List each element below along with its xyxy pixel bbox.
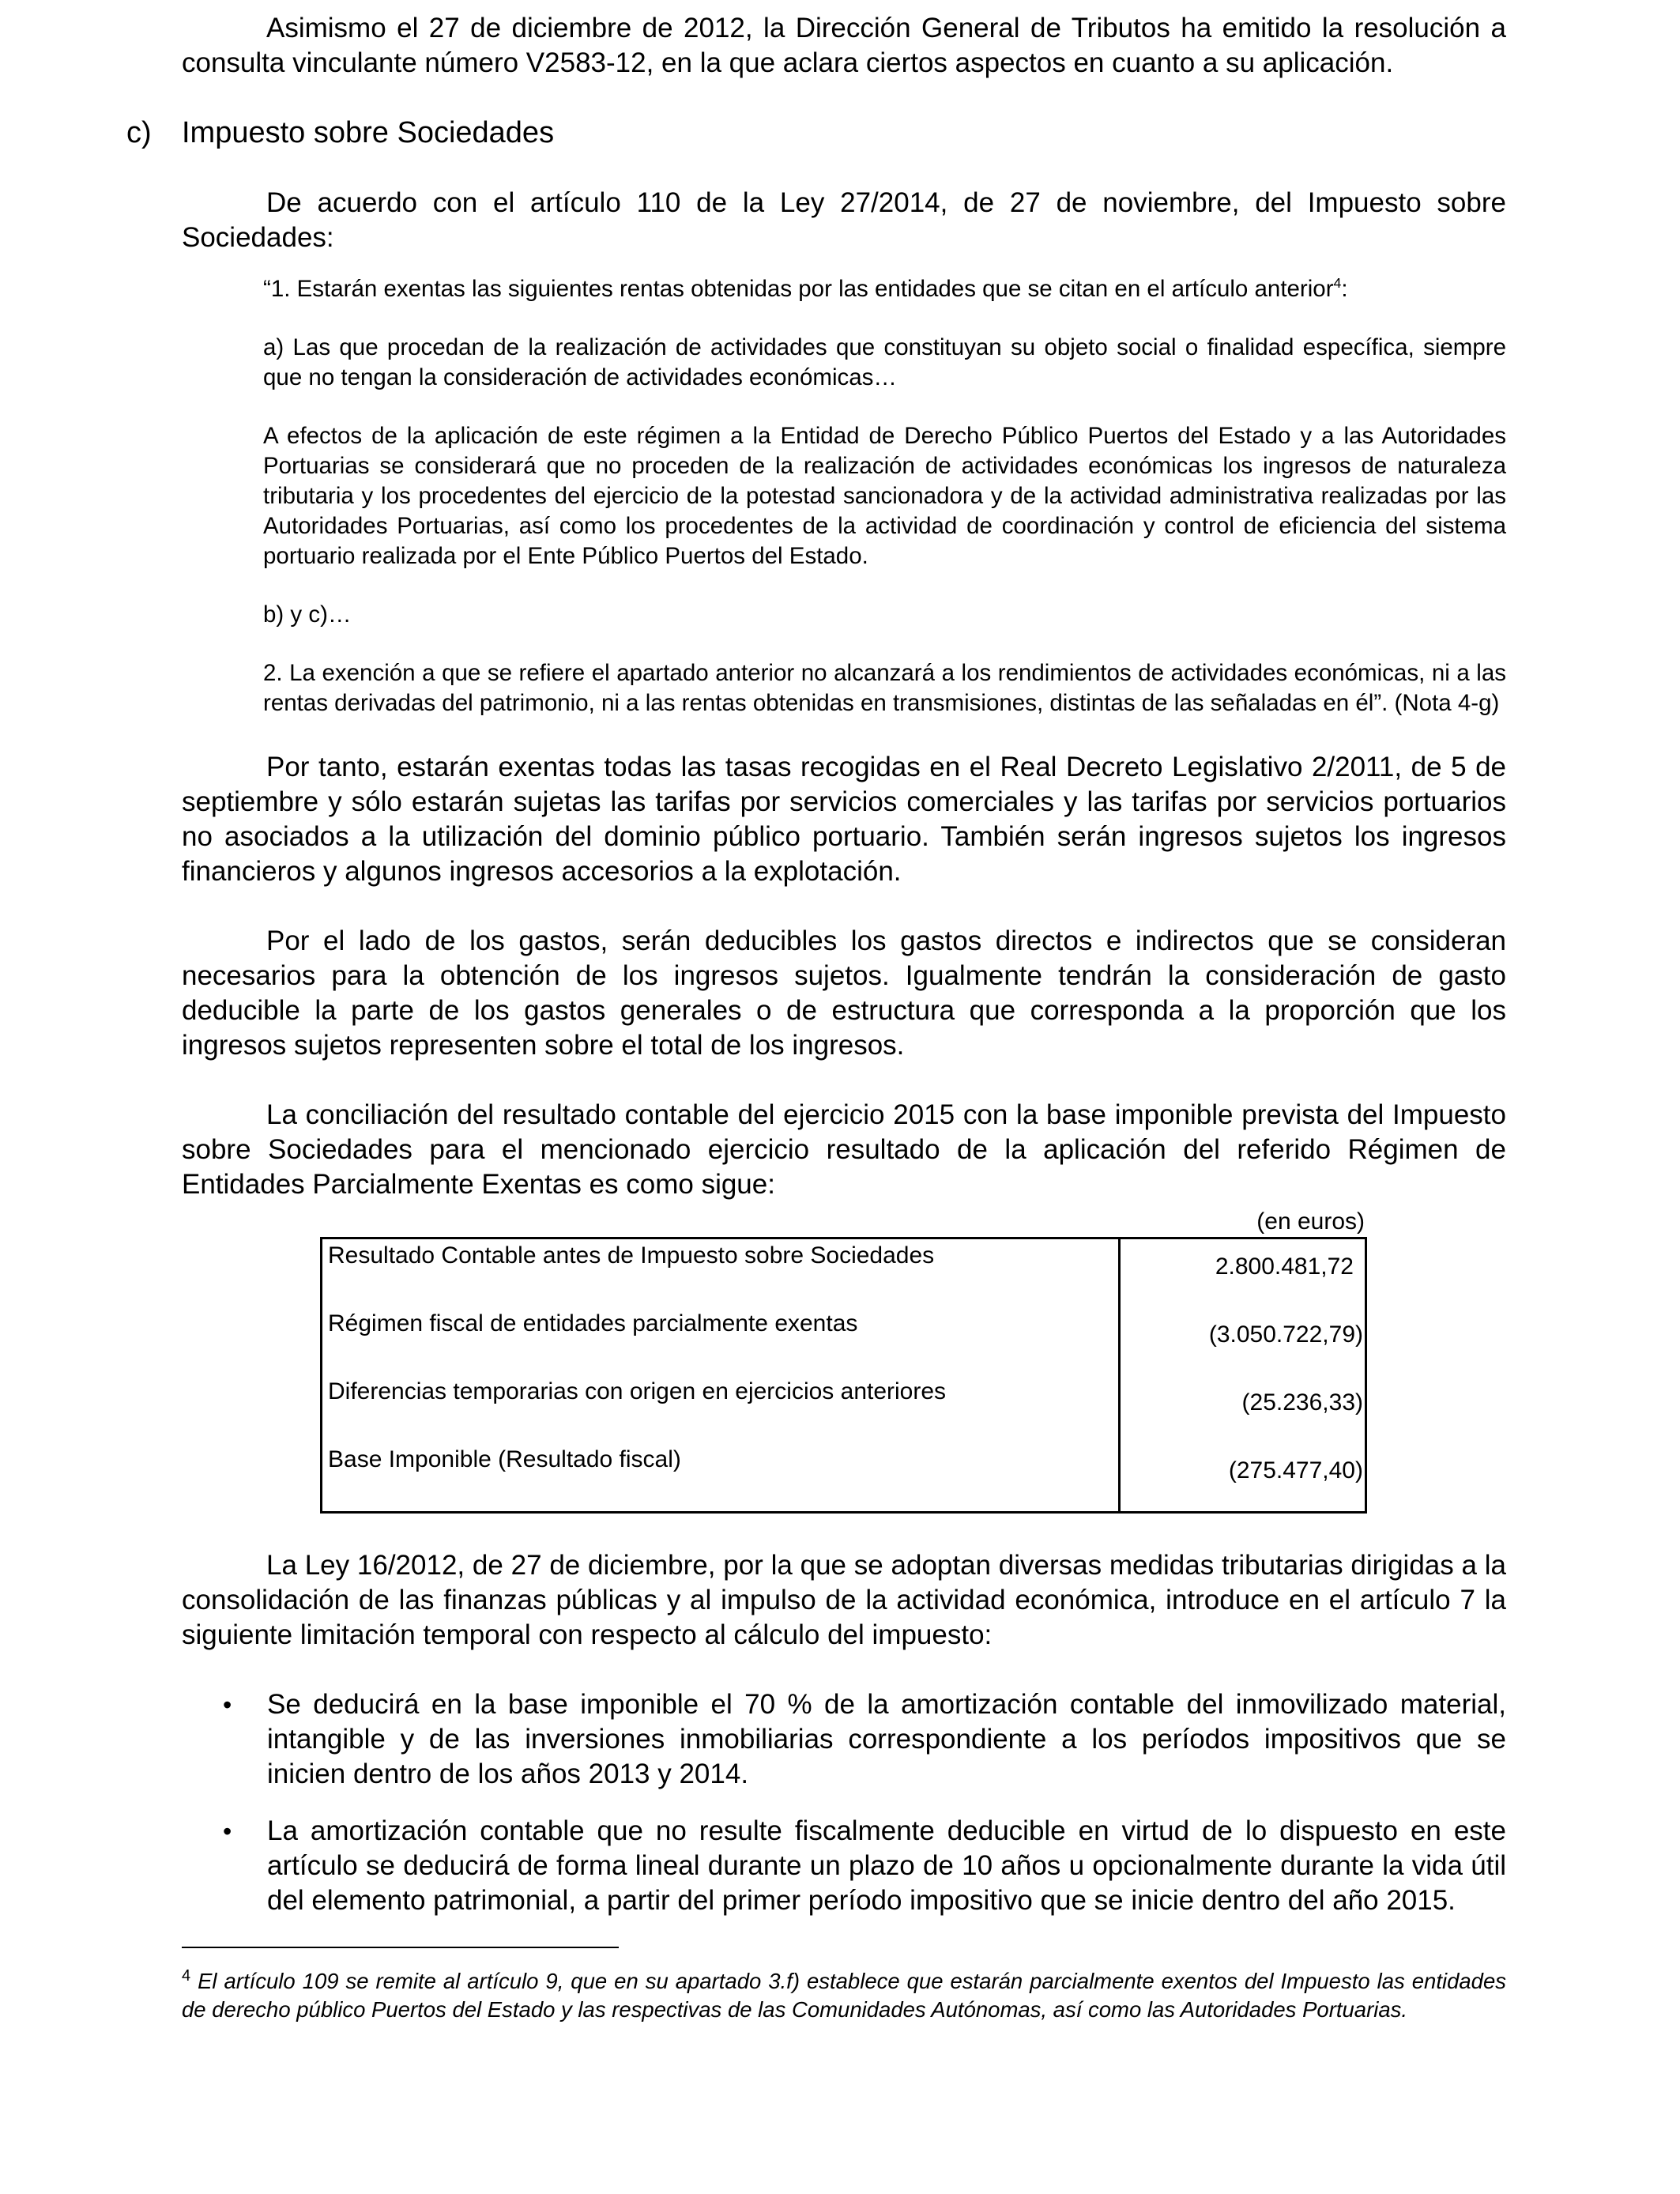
section-title: Impuesto sobre Sociedades	[182, 116, 555, 149]
section-label: c)	[126, 116, 152, 149]
quote-item-b-c: b) y c)…	[263, 601, 352, 628]
quote-item-1	[263, 274, 1506, 304]
row-label: Régimen fiscal de entidades parcialmente exentas	[322, 1307, 1120, 1375]
footnote-number: 4	[182, 1966, 191, 1985]
footnote	[182, 1967, 1506, 2024]
paragraph-consulta-vinculante: Asimismo el 27 de diciembre de 2012, la Dirección General de Tributos ha emitido la resolución a consulta vinculante número V2583-12, en la que aclara ciertos aspectos en cuanto a su aplicación.	[182, 13, 1506, 78]
paragraph-articulo-110: De acuerdo con el artículo 110 de la Ley 27/2014, de 27 de noviembre, del Impuesto sobre Sociedades:	[182, 187, 1506, 253]
paragraph-ley-16-2012: La Ley 16/2012, de 27 de diciembre, por la que se adoptan diversas medidas tributarias dirigidas a la consolidación de las finanzas públicas y al impulso de la actividad económica, introduce en el artículo 7 la siguiente limitación temporal con respecto al cálculo del impuesto:	[182, 1550, 1506, 1650]
paragraph-tasas-exentas: Por tanto, estarán exentas todas las tasas recogidas en el Real Decreto Legislativo 2/2011, de 5 de septiembre y sólo estarán sujetas las tarifas por servicios comerciales y las tarifas por servicios portuarios no asociados a la utilización del dominio público portuario. También serán ingresos sujetos los ingresos financieros y algunos ingresos accesorios a la explotación.	[182, 752, 1506, 887]
table-units: (en euros)	[1256, 1208, 1365, 1235]
row-value: 2.800.481,72	[1120, 1238, 1366, 1308]
document-page	[126, 0, 1506, 2024]
list-item-text: Se deducirá en la base imponible el 70 % de la amortización contable del inmovilizado material, intangible y de las inversiones inmobiliarias correspondiente a los períodos impositivos que se inicien dentro de los años 2013 y 2014.	[267, 1689, 1506, 1789]
table-row	[322, 1375, 1366, 1443]
quote-item-a: a) Las que procedan de la realización de actividades que constituyan su objeto social o finalidad específica, siempre que no tengan la consideración de actividades económicas…	[263, 334, 1506, 390]
quote-puertos-del-estado: A efectos de la aplicación de este régimen a la Entidad de Derecho Público Puertos del Estado y a las Autoridades Portuarias se considerará que no proceden de la realización de actividades económicas los ingresos de naturaleza tributaria y los procedentes del ejercicio de la potestad sancionadora y de la actividad administrativa realizadas por las Autoridades Portuarias, así como los procedentes de la actividad de coordinación y control de eficiencia del sistema portuario realizada por el Ente Público Puertos del Estado.	[263, 423, 1506, 569]
row-value: (25.236,33)	[1120, 1375, 1366, 1443]
row-label: Diferencias temporarias con origen en ejercicios anteriores	[322, 1375, 1120, 1443]
row-label: Base Imponible (Resultado fiscal)	[322, 1443, 1120, 1513]
list-item	[182, 1814, 1506, 1918]
reconciliation-table	[320, 1237, 1367, 1514]
paragraph-conciliacion: La conciliación del resultado contable del ejercicio 2015 con la base imponible prevista del Impuesto sobre Sociedades para el mencionado ejercicio resultado de la aplicación del referido Régimen de Entidades Parcialmente Exentas es como sigue:	[182, 1099, 1506, 1200]
bullet-list	[182, 1687, 1506, 1918]
table-row	[322, 1307, 1366, 1375]
table-row	[322, 1443, 1366, 1513]
bullet-marker: •	[223, 1691, 232, 1719]
section-heading	[126, 115, 1506, 150]
list-item-text: La amortización contable que no resulte fiscalmente deducible en virtud de lo dispuesto en este artículo se deducirá de forma lineal durante un plazo de 10 años u opcionalmente durante la vida útil del elemento patrimonial, a partir del primer período impositivo que se inicie dentro del año 2015.	[267, 1815, 1506, 1916]
quote-item-1-end: :	[1341, 276, 1348, 302]
row-label: Resultado Contable antes de Impuesto sobre Sociedades	[322, 1238, 1120, 1308]
footnote-text: El artículo 109 se remite al artículo 9, que en su apartado 3.f) establece que estarán parcialmente exentos del Impuesto las entidades de derecho público Puertos del Estado y las respectivas de las Comunidades Autónomas, así como las Autoridades Portuarias.	[182, 1969, 1506, 2022]
row-value: (275.477,40)	[1120, 1443, 1366, 1513]
footnote-divider	[182, 1947, 619, 1948]
paragraph-gastos-deducibles: Por el lado de los gastos, serán deducibles los gastos directos e indirectos que se consideran necesarios para la obtención de los ingresos sujetos. Igualmente tendrán la consideración de gasto deducible la parte de los gastos generales o de estructura que corresponda a la proporción que los ingresos sujetos representen sobre el total de los ingresos.	[182, 925, 1506, 1061]
row-value: (3.050.722,79)	[1120, 1307, 1366, 1375]
quote-item-1-text: “1. Estarán exentas las siguientes rentas obtenidas por las entidades que se citan en el artículo anterior	[263, 276, 1334, 302]
list-item	[182, 1687, 1506, 1792]
quote-item-2: 2. La exención a que se refiere el apartado anterior no alcanzará a los rendimientos de actividades económicas, ni a las rentas derivadas del patrimonio, ni a las rentas obtenidas en transmisiones, distintas de las señaladas en él”. (Nota 4-g)	[263, 660, 1506, 716]
table-row	[322, 1238, 1366, 1308]
bullet-marker: •	[223, 1817, 232, 1845]
footnote-reference: 4	[1333, 275, 1342, 292]
